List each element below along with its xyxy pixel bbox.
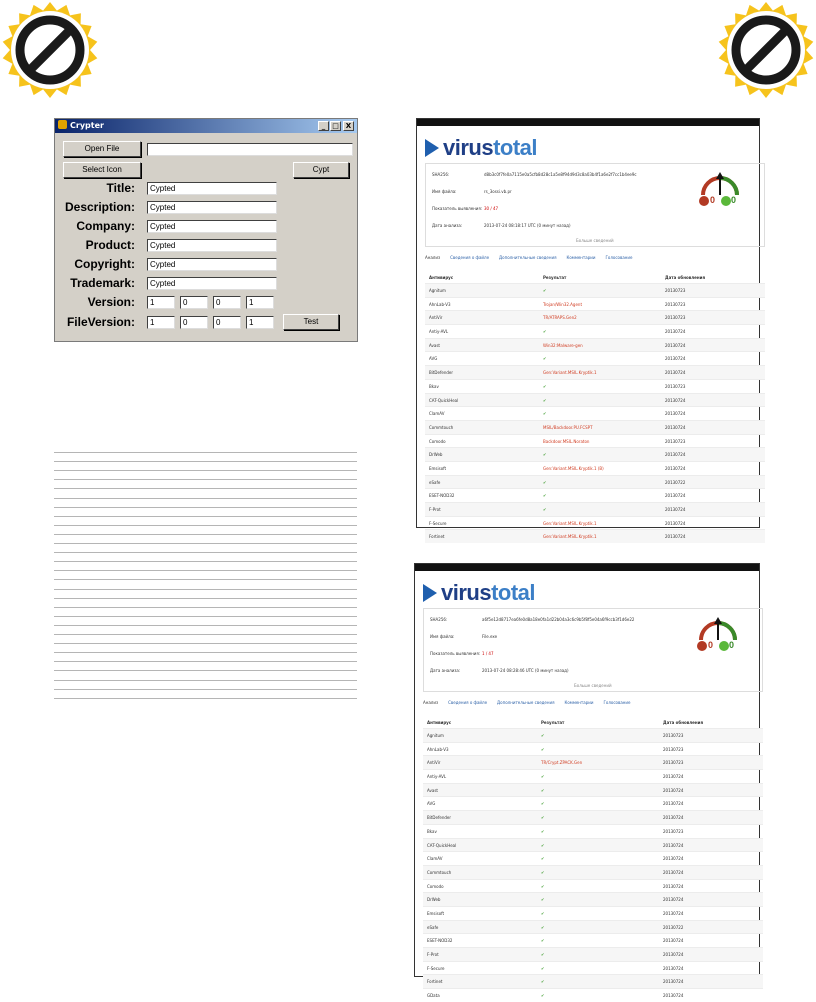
- clean-check-icon: ✔: [541, 733, 545, 738]
- table-row: Avast Win32:Malware-gen 20130724: [425, 338, 765, 352]
- clean-check-icon: ✔: [543, 493, 547, 499]
- table-row: Fortinet Gen:Variant.MSIL.Kryptik.1 20130724: [425, 529, 765, 543]
- title-label: Title:: [106, 181, 135, 195]
- ruled-line: [54, 598, 357, 599]
- trademark-input[interactable]: Cypted: [147, 277, 277, 290]
- table-row: F-Prot ✔ 20130724: [423, 947, 763, 961]
- results-table: [423, 716, 763, 1002]
- tabs: [425, 255, 642, 260]
- fileversion-label: FileVersion:: [66, 315, 135, 329]
- open-file-button[interactable]: Open File: [63, 141, 141, 157]
- maximize-button[interactable]: □: [330, 121, 341, 131]
- clean-check-icon: ✔: [541, 910, 545, 916]
- virustotal-logo-icon: virustotal: [425, 135, 537, 161]
- ruled-line: [54, 589, 357, 590]
- version-build-input[interactable]: 0: [213, 296, 241, 309]
- clean-check-icon: ✔: [541, 869, 545, 875]
- harmless-count: 0: [731, 195, 737, 205]
- ruled-line: [54, 534, 357, 535]
- app-icon: [58, 120, 67, 129]
- ruled-line: [54, 516, 357, 517]
- ruled-line: [54, 570, 357, 571]
- tab-1[interactable]: Сведения о файле: [448, 700, 488, 705]
- title-input[interactable]: Cypted: [147, 182, 277, 195]
- table-row: AntiVir TR/Crypt.ZPACK.Gen 20130723: [423, 755, 763, 769]
- ruled-line: [54, 698, 357, 699]
- table-row: Emsisoft ✔ 20130724: [423, 906, 763, 920]
- ruled-line: [54, 543, 357, 544]
- table-row: GData ✔ 20130724: [423, 988, 763, 1002]
- table-header: Антивирус Результат Дата обновления: [429, 275, 706, 280]
- clean-check-icon: ✔: [541, 815, 545, 821]
- clean-check-icon: ✔: [543, 383, 547, 389]
- ruled-line: [54, 488, 357, 489]
- trademark-label: Trademark:: [70, 276, 135, 290]
- file-path-input[interactable]: [147, 143, 353, 156]
- table-row: F-Secure ✔ 20130724: [423, 961, 763, 975]
- version-minor-input[interactable]: 0: [180, 296, 208, 309]
- table-row: Agnitum ✔ 20130723: [425, 283, 765, 297]
- crypter-window: [54, 118, 358, 342]
- table-row: Commtouch ✔ 20130724: [423, 865, 763, 879]
- table-row: Emsisoft Gen:Variant.MSIL.Kryptik.1 (B) 20130724: [425, 461, 765, 475]
- table-row: AhnLab-V3 ✔ 20130723: [423, 742, 763, 756]
- malicious-count: 0: [710, 195, 716, 205]
- clean-check-icon: ✔: [543, 479, 547, 485]
- clean-check-icon: ✔: [543, 507, 547, 512]
- copyright-label: Copyright:: [74, 257, 135, 271]
- fileversion-minor-input[interactable]: 0: [180, 316, 208, 329]
- clean-check-icon: ✔: [543, 356, 547, 362]
- virustotal-logo-icon: virustotal: [423, 580, 535, 606]
- ruled-line: [54, 498, 357, 499]
- product-label: Product:: [85, 238, 135, 252]
- description-label: Description:: [64, 200, 135, 214]
- table-row: AVG ✔ 20130724: [423, 796, 763, 810]
- table-row: DrWeb ✔ 20130724: [425, 447, 765, 461]
- description-input[interactable]: Cypted: [147, 201, 277, 214]
- info-row: SHA256: d8b3c0f7fe0a7115e0a5cfb8d28c1a5e8f94d9d3c8a03b4f1a6e2f7cc1b4ee9c: [432, 172, 637, 177]
- clean-check-icon: ✔: [541, 924, 545, 930]
- minimize-button[interactable]: _: [318, 121, 329, 131]
- ruled-line: [54, 689, 357, 690]
- version-label: Version:: [87, 295, 135, 309]
- clean-check-icon: ✔: [543, 452, 547, 458]
- ruled-line: [54, 452, 357, 453]
- clean-check-icon: ✔: [541, 883, 545, 889]
- company-label: Company:: [76, 219, 135, 233]
- ruled-line: [54, 661, 357, 662]
- table-row: BitDefender ✔ 20130724: [423, 810, 763, 824]
- ruled-line: [54, 470, 357, 471]
- info-row: Показатель выявления: 1 / 47: [430, 651, 494, 656]
- browser-bar: [417, 119, 759, 126]
- title-bar: [55, 119, 357, 133]
- virustotal-panel-1: [416, 118, 760, 540]
- ruled-line: [54, 616, 357, 617]
- browser-bar: [415, 564, 759, 571]
- table-row: Antiy-AVL ✔ 20130724: [423, 769, 763, 783]
- malicious-count: 0: [708, 640, 714, 650]
- prohibited-icon: [0, 0, 100, 100]
- table-row: Fortinet ✔ 20130724: [423, 974, 763, 988]
- table-row: CAT-QuickHeal ✔ 20130724: [425, 393, 765, 407]
- tabs: [423, 700, 640, 705]
- table-row: BitDefender Gen:Variant.MSIL.Kryptik.1 20130724: [425, 365, 765, 379]
- table-row: eSafe ✔ 20130722: [425, 475, 765, 489]
- clean-check-icon: ✔: [541, 856, 545, 862]
- detection-gauge-icon: [695, 169, 745, 209]
- ruled-line: [54, 561, 357, 562]
- table-row: DrWeb ✔ 20130724: [423, 892, 763, 906]
- ruled-line: [54, 525, 357, 526]
- clean-check-icon: ✔: [543, 329, 547, 335]
- clean-check-icon: ✔: [541, 897, 545, 903]
- table-row: Bkav ✔ 20130723: [425, 379, 765, 393]
- info-row: Дата анализа: 2013-07-24 08:28:46 UTC (0 минут назад): [430, 668, 569, 673]
- ruled-line: [54, 670, 357, 671]
- clean-check-icon: ✔: [543, 411, 547, 417]
- tab-1[interactable]: Сведения о файле: [450, 255, 490, 260]
- clean-check-icon: ✔: [541, 774, 545, 780]
- tab-4[interactable]: Голосование: [605, 255, 633, 260]
- version-revision-input[interactable]: 1: [246, 296, 274, 309]
- company-input[interactable]: Cypted: [147, 220, 277, 233]
- select-icon-button[interactable]: Select Icon: [63, 162, 141, 178]
- table-row: Agnitum ✔ 20130723: [423, 728, 763, 742]
- test-button[interactable]: Test: [283, 314, 339, 330]
- tab-2[interactable]: Дополнительные сведения: [499, 255, 557, 260]
- table-row: ESET-NOD32 ✔ 20130724: [425, 488, 765, 502]
- table-row: ClamAV ✔ 20130724: [423, 851, 763, 865]
- table-row: AhnLab-V3 Trojan/Win32.Agent 20130723: [425, 297, 765, 311]
- clean-check-icon: ✔: [541, 801, 545, 807]
- table-row: eSafe ✔ 20130722: [423, 920, 763, 934]
- ruled-line: [54, 607, 357, 608]
- table-row: AVG ✔ 20130724: [425, 351, 765, 365]
- ruled-line: [54, 461, 357, 462]
- info-row: Дата анализа: 2013-07-24 08:18:17 UTC (0 минут назад): [432, 223, 571, 228]
- ruled-line: [54, 652, 357, 653]
- info-row: Показатель выявления: 30 / 47: [432, 206, 499, 211]
- harmless-count: 0: [729, 640, 735, 650]
- info-row: SHA256: a6f5e12d8717ea6fe0d8a18e0fa1d22b04a3c6c9b5f8f5e04a6f9ccb3f1d6e22: [430, 617, 635, 622]
- crypt-button[interactable]: Cypt: [293, 162, 349, 178]
- fileversion-build-input[interactable]: 0: [213, 316, 241, 329]
- results-table: [425, 271, 765, 543]
- ruled-line: [54, 680, 357, 681]
- table-header: Антивирус Результат Дата обновления: [427, 720, 704, 725]
- tab-4[interactable]: Голосование: [603, 700, 631, 705]
- table-row: Bkav ✔ 20130723: [423, 824, 763, 838]
- product-input[interactable]: Cypted: [147, 239, 277, 252]
- tab-0[interactable]: Анализ: [423, 700, 439, 705]
- table-row: F-Prot ✔ 20130724: [425, 502, 765, 516]
- fileversion-revision-input[interactable]: 1: [246, 316, 274, 329]
- table-row: F-Secure Gen:Variant.MSIL.Kryptik.1 20130724: [425, 516, 765, 530]
- table-row: Antiy-AVL ✔ 20130724: [425, 324, 765, 338]
- table-row: Comodo Backdoor.MSIL.Noraton 20130723: [425, 434, 765, 448]
- close-button[interactable]: X: [343, 121, 354, 131]
- clean-check-icon: ✔: [541, 746, 545, 752]
- clean-check-icon: ✔: [541, 842, 545, 848]
- ruled-line: [54, 643, 357, 644]
- table-row: Commtouch MSIL/Backdoor.PU.FCSPT 20130724: [425, 420, 765, 434]
- ruled-line: [54, 507, 357, 508]
- clean-check-icon: ✔: [541, 938, 545, 944]
- table-row: CAT-QuickHeal ✔ 20130724: [423, 838, 763, 852]
- copyright-input[interactable]: Cypted: [147, 258, 277, 271]
- tab-3[interactable]: Комментарии: [564, 700, 594, 705]
- table-row: Comodo ✔ 20130724: [423, 879, 763, 893]
- info-row: Имя файла: File.exe: [430, 634, 498, 639]
- table-row: ClamAV ✔ 20130724: [425, 406, 765, 420]
- more-details-link[interactable]: Больше сведений: [574, 683, 612, 688]
- fileversion-major-input[interactable]: 1: [147, 316, 175, 329]
- clean-check-icon: ✔: [541, 828, 545, 834]
- ruled-line: [54, 634, 357, 635]
- tab-2[interactable]: Дополнительные сведения: [497, 700, 555, 705]
- clean-check-icon: ✔: [543, 288, 547, 293]
- table-row: Avast ✔ 20130724: [423, 783, 763, 797]
- more-details-link[interactable]: Больше сведений: [576, 238, 614, 243]
- virustotal-panel-2: [414, 563, 760, 999]
- ruled-line: [54, 625, 357, 626]
- tab-0[interactable]: Анализ: [425, 255, 441, 260]
- clean-check-icon: ✔: [541, 993, 545, 999]
- clean-check-icon: ✔: [541, 965, 545, 971]
- clean-check-icon: ✔: [543, 397, 547, 403]
- ruled-line: [54, 479, 357, 480]
- ruled-line: [54, 552, 357, 553]
- table-row: ESET-NOD32 ✔ 20130724: [423, 933, 763, 947]
- window-title: Crypter: [70, 121, 104, 130]
- tab-3[interactable]: Комментарии: [566, 255, 596, 260]
- detection-gauge-icon: [693, 614, 743, 654]
- version-major-input[interactable]: 1: [147, 296, 175, 309]
- table-row: AntiVir TR/ATRAPS.Gen2 20130723: [425, 310, 765, 324]
- clean-check-icon: ✔: [541, 979, 545, 985]
- info-row: Имя файла: rs_3ossi.vb.pr: [432, 189, 512, 194]
- clean-check-icon: ✔: [541, 787, 545, 793]
- ruled-line: [54, 579, 357, 580]
- prohibited-icon: [716, 0, 816, 100]
- clean-check-icon: ✔: [541, 952, 545, 957]
